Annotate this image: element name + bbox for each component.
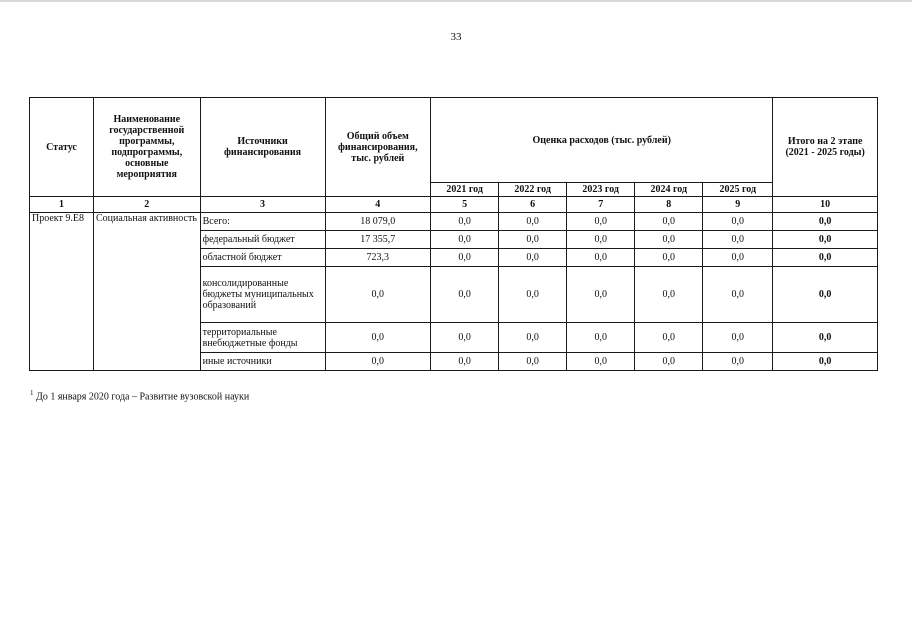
- stage-total-cell: 0,0: [773, 323, 878, 353]
- year-cell: 0,0: [635, 213, 703, 231]
- header-program-name: Наименование государственной программы, подпрограммы, основные мероприятия: [93, 98, 200, 197]
- year-cell: 0,0: [635, 353, 703, 371]
- header-year-2021: 2021 год: [431, 183, 499, 197]
- stage-total-cell: 0,0: [773, 353, 878, 371]
- column-number: 6: [499, 197, 567, 213]
- total-cell: 0,0: [325, 323, 431, 353]
- header-sources: Источники финансирования: [200, 98, 325, 197]
- column-number: 3: [200, 197, 325, 213]
- footnote-text: До 1 января 2020 года – Развитие вузовской науки: [36, 391, 250, 403]
- table-row: [30, 213, 878, 231]
- year-cell: 0,0: [703, 231, 773, 249]
- column-number: 8: [635, 197, 703, 213]
- column-number: 5: [431, 197, 499, 213]
- column-number: 7: [567, 197, 635, 213]
- header-year-2022: 2022 год: [499, 183, 567, 197]
- budget-table: [29, 97, 878, 371]
- header-year-2024: 2024 год: [635, 183, 703, 197]
- source-cell: иные источники: [200, 353, 325, 371]
- year-cell: 0,0: [499, 231, 567, 249]
- source-cell: федеральный бюджет: [200, 231, 325, 249]
- year-cell: 0,0: [567, 213, 635, 231]
- year-cell: 0,0: [567, 231, 635, 249]
- total-cell: 0,0: [325, 353, 431, 371]
- year-cell: 0,0: [499, 249, 567, 267]
- header-year-2025: 2025 год: [703, 183, 773, 197]
- source-cell: областной бюджет: [200, 249, 325, 267]
- stage-total-cell: 0,0: [773, 213, 878, 231]
- year-cell: 0,0: [499, 213, 567, 231]
- header-status: Статус: [30, 98, 94, 197]
- stage-total-cell: 0,0: [773, 267, 878, 323]
- column-number: 9: [703, 197, 773, 213]
- stage-total-cell: 0,0: [773, 249, 878, 267]
- header-total-volume: Общий объем финансирования, тыс. рублей: [325, 98, 431, 197]
- total-cell: 18 079,0: [325, 213, 431, 231]
- footnote-marker: 1: [30, 389, 34, 397]
- year-cell: 0,0: [567, 353, 635, 371]
- year-cell: 0,0: [431, 231, 499, 249]
- year-cell: 0,0: [567, 249, 635, 267]
- header-row: [30, 98, 878, 183]
- year-cell: 0,0: [431, 213, 499, 231]
- column-number: 1: [30, 197, 94, 213]
- year-cell: 0,0: [431, 267, 499, 323]
- header-expense-estimate: Оценка расходов (тыс. рублей): [431, 98, 773, 183]
- column-number: 4: [325, 197, 431, 213]
- scan-edge: [0, 0, 912, 2]
- stage-total-cell: 0,0: [773, 231, 878, 249]
- year-cell: 0,0: [635, 249, 703, 267]
- source-cell: консолидированные бюджеты муниципальных образований: [200, 267, 325, 323]
- status-cell: [30, 213, 94, 371]
- year-cell: 0,0: [635, 231, 703, 249]
- header-stage-total: Итого на 2 этапе (2021 - 2025 годы): [773, 98, 878, 197]
- year-cell: 0,0: [499, 267, 567, 323]
- footnote: [30, 389, 249, 402]
- year-cell: 0,0: [567, 323, 635, 353]
- column-number: 10: [773, 197, 878, 213]
- source-cell: Всего:: [200, 213, 325, 231]
- year-cell: 0,0: [635, 267, 703, 323]
- year-cell: 0,0: [431, 249, 499, 267]
- status-text: Проект 9.Е8: [32, 213, 84, 224]
- header-year-2023: 2023 год: [567, 183, 635, 197]
- program-name-cell: [93, 213, 200, 371]
- page-number: 33: [450, 31, 462, 43]
- column-number-row: [30, 197, 878, 213]
- year-cell: 0,0: [431, 323, 499, 353]
- total-cell: 17 355,7: [325, 231, 431, 249]
- year-cell: 0,0: [703, 267, 773, 323]
- year-cell: 0,0: [703, 353, 773, 371]
- source-cell: территориальные внебюджетные фонды: [200, 323, 325, 353]
- total-cell: 723,3: [325, 249, 431, 267]
- year-cell: 0,0: [499, 323, 567, 353]
- year-cell: 0,0: [703, 213, 773, 231]
- year-cell: 0,0: [431, 353, 499, 371]
- year-cell: 0,0: [567, 267, 635, 323]
- year-cell: 0,0: [703, 249, 773, 267]
- year-cell: 0,0: [635, 323, 703, 353]
- program-name-text: Социальная активность: [95, 213, 197, 224]
- total-cell: 0,0: [325, 267, 431, 323]
- column-number: 2: [93, 197, 200, 213]
- year-cell: 0,0: [703, 323, 773, 353]
- year-cell: 0,0: [499, 353, 567, 371]
